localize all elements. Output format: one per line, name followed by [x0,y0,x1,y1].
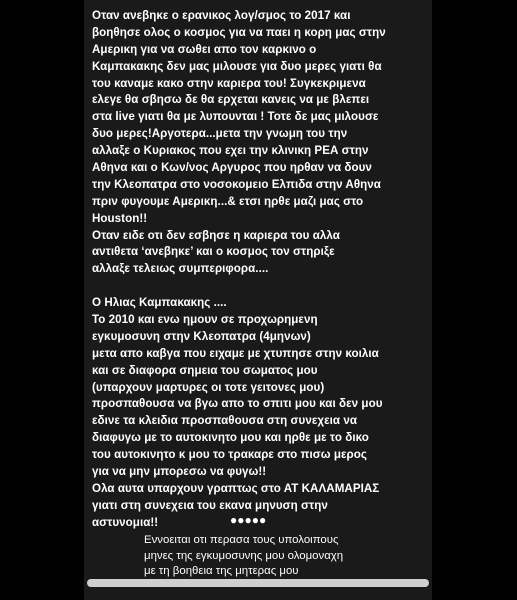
story-line: αντιθετα ‘ανεβηκε’ και ο κοσμος τον στηριξε [92,245,335,259]
story-line: στα live γιατι θα με λυπουνται ! Τοτε δε μας μιλουσε [92,110,379,124]
story-blank-line [92,278,428,295]
caption-text [144,533,424,580]
story-line: εδινε τα κλειδια προσπαθουσα στη συνεχεια να [92,414,358,428]
story-line: πριν φυγουμε Αμερικη...& ετσι ηρθε μαζι μας στο [92,194,364,208]
story-line: Ολα αυτα υπαρχουν γραπτως στο ΑΤ ΚΑΛΑΜΑΡΙΑΣ [92,481,380,495]
story-line: Αθηνα και ο Κων/νος Αργυρος που ηρθαν να δουν [92,161,372,175]
horizontal-scrollbar[interactable] [87,579,429,587]
story-line: δυο μερες!Αργοτερα...μετα την γνωμη του την [92,127,348,141]
story-line: μετα απο καβγα που ειχαμε με χτυπησε στην κοιλια [92,346,379,360]
story-line: και σε διαφορα σημεια του σωματος μου [92,363,318,377]
story-line: αστυνομια!! [92,515,159,529]
story-text [92,8,428,532]
story-line: ελεγε θα σβησω δε θα ερχεται κανεις να με βλεπει [92,93,370,107]
story-line: γιατι στη συνεχεια του εκανα μηνυση στην [92,498,328,512]
story-line: αλλαξε ο Κυριακος που εχει την κλινικη ΡΕΑ στην [92,144,369,158]
story-line: αλλαξε τελειως συμπεριφορα.... [92,262,269,276]
more-indicator-dots: ●●●●● [230,513,267,527]
story-line: Το 2010 και ενω ημουν σε προχωρημενη [92,313,318,327]
story-line: την Κλεοπατρα στο νοσοκομειο Ελπιδα στην Αθηνα [92,177,381,191]
story-line: βοηθησε ολος ο κοσμος για να παει η κορη μας στην [92,25,386,39]
story-line: Αμερικη για να σωθει απο τον καρκινο ο [92,42,317,56]
story-line: (υπαρχουν μαρτυρες οι τοτε γειτονες μου) [92,380,325,394]
story-line: Οταν ειδε οτι δεν εσβησε η καριερα του αλλα [92,228,340,242]
story-line: προσπαθουσα να βγω απο το σπιτι μου και δεν μου [92,397,383,411]
story-line: του καναμε κακο στην καριερα του! Συγκεκριμενα [92,76,366,90]
story-line: Ο Ηλιας Καμπακακης .... [92,296,227,310]
caption-line: μηνες της εγκυμοσυνης μου ολομοναχη [144,549,344,562]
story-line: Οταν ανεβηκε ο ερανικος λογ/σμος το 2017 και [92,9,351,22]
caption-line: Εννοειται οτι περασα τους υπολοιπους [144,534,339,546]
story-line: για να μην μπορεσω να φυγω!! [92,465,267,479]
story-card[interactable] [84,0,432,600]
story-line: διαφυγω με το αυτοκινητο μου και ηρθε με το δικο [92,431,369,445]
story-line: Houston!! [92,211,148,225]
story-line: του αυτοκινητο κ μου το τρακαρε στο πισω μερος [92,448,367,462]
story-line: εγκυμοσυνη στην Κλεοπατρα (4μηνων) [92,329,311,343]
story-line: Καμπακακης δεν μας μιλουσε για δυο μερες γιατι θα [92,59,382,73]
caption-line: με τη βοηθεια της μητερας μου [144,565,299,577]
